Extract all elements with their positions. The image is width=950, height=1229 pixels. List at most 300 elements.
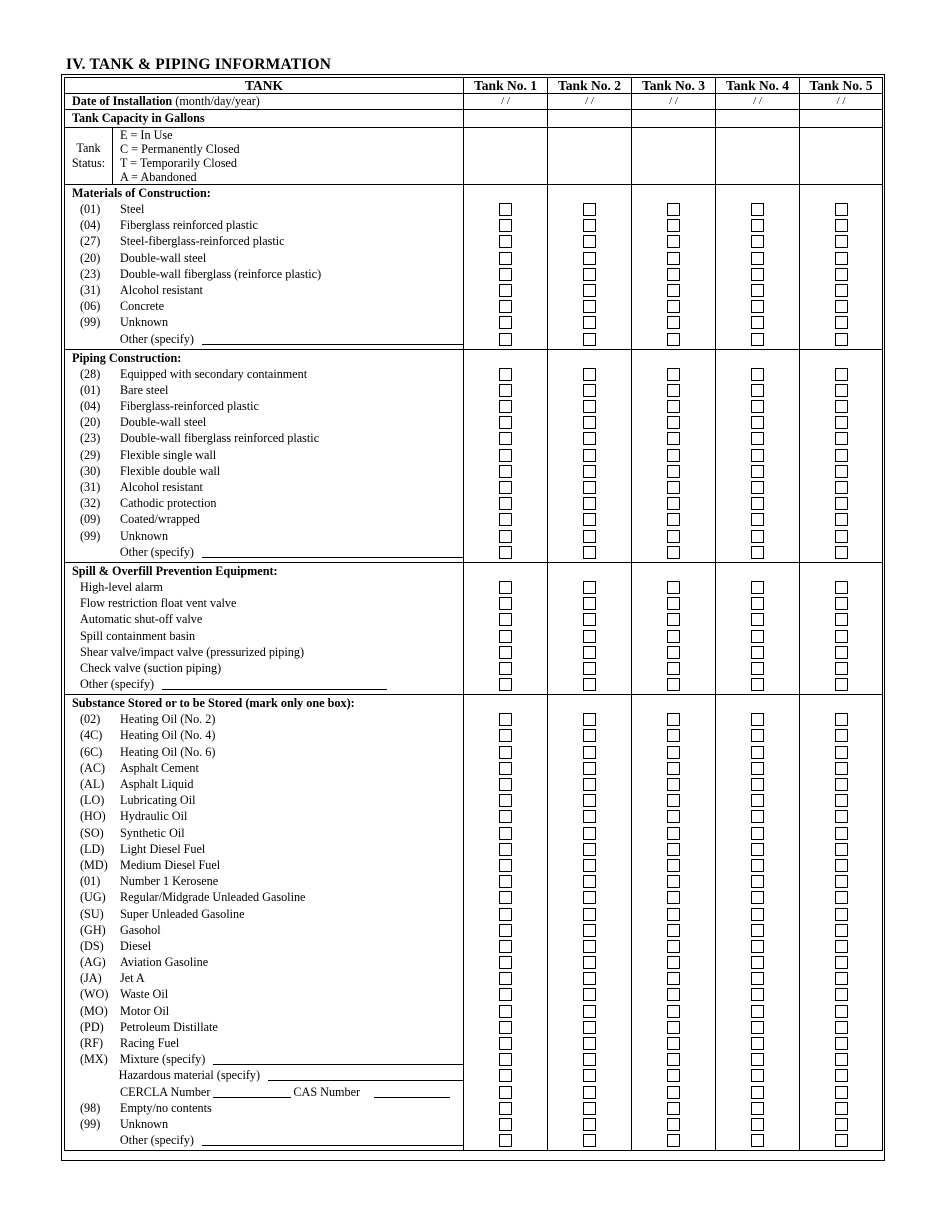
piping-checkbox[interactable] [751,465,764,478]
substance-checkbox[interactable] [835,794,848,807]
date-installation-input[interactable]: / / [464,94,548,110]
substance-checkbox[interactable] [835,827,848,840]
substance-checkbox[interactable] [835,713,848,726]
materials-checkbox[interactable] [583,284,596,297]
piping-checkbox[interactable] [835,384,848,397]
substance-checkbox[interactable] [835,746,848,759]
substance-checkbox[interactable] [583,729,596,742]
spill-checkbox[interactable] [835,662,848,675]
materials-checkbox[interactable] [667,300,680,313]
substance-checkbox[interactable] [499,859,512,872]
materials-checkbox[interactable] [751,316,764,329]
spill-checkbox[interactable] [583,662,596,675]
materials-checkbox[interactable] [583,235,596,248]
materials-checkbox[interactable] [583,268,596,281]
spill-checkbox[interactable] [835,646,848,659]
materials-checkbox[interactable] [751,300,764,313]
spill-checkbox[interactable] [751,678,764,691]
materials-checkbox[interactable] [667,284,680,297]
substance-checkbox[interactable] [583,827,596,840]
substance-checkbox[interactable] [667,956,680,969]
piping-checkbox[interactable] [499,530,512,543]
date-installation-input[interactable]: / / [632,94,716,110]
materials-checkbox[interactable] [835,252,848,265]
tank-capacity-input[interactable] [632,110,716,128]
substance-checkbox[interactable] [667,746,680,759]
piping-checkbox[interactable] [751,530,764,543]
specify-field[interactable] [213,1053,463,1065]
piping-checkbox[interactable] [583,432,596,445]
substance-checkbox[interactable] [751,940,764,953]
materials-checkbox[interactable] [499,333,512,346]
substance-checkbox[interactable] [583,778,596,791]
piping-checkbox[interactable] [667,449,680,462]
substance-checkbox[interactable] [667,778,680,791]
piping-checkbox[interactable] [499,384,512,397]
substance-checkbox[interactable] [835,1134,848,1147]
spill-checkbox[interactable] [499,613,512,626]
substance-checkbox[interactable] [667,875,680,888]
spill-checkbox[interactable] [751,646,764,659]
substance-checkbox[interactable] [835,988,848,1001]
piping-checkbox[interactable] [583,465,596,478]
substance-checkbox[interactable] [835,778,848,791]
materials-checkbox[interactable] [499,235,512,248]
piping-checkbox[interactable] [499,481,512,494]
piping-checkbox[interactable] [835,368,848,381]
piping-checkbox[interactable] [835,530,848,543]
piping-checkbox[interactable] [499,400,512,413]
substance-checkbox[interactable] [583,746,596,759]
substance-checkbox[interactable] [835,972,848,985]
materials-checkbox[interactable] [499,219,512,232]
piping-checkbox[interactable] [499,368,512,381]
substance-checkbox[interactable] [835,1102,848,1115]
materials-checkbox[interactable] [667,252,680,265]
substance-checkbox[interactable] [835,810,848,823]
substance-checkbox[interactable] [751,713,764,726]
materials-checkbox[interactable] [835,316,848,329]
substance-checkbox[interactable] [667,1118,680,1131]
substance-checkbox[interactable] [499,1037,512,1050]
piping-checkbox[interactable] [667,384,680,397]
tank-capacity-input[interactable] [464,110,548,128]
substance-checkbox[interactable] [835,1005,848,1018]
substance-checkbox[interactable] [751,778,764,791]
materials-checkbox[interactable] [583,300,596,313]
materials-checkbox[interactable] [751,235,764,248]
piping-checkbox[interactable] [667,530,680,543]
piping-checkbox[interactable] [751,432,764,445]
piping-checkbox[interactable] [835,513,848,526]
materials-checkbox[interactable] [751,219,764,232]
materials-checkbox[interactable] [499,300,512,313]
substance-checkbox[interactable] [583,891,596,904]
substance-checkbox[interactable] [835,956,848,969]
piping-checkbox[interactable] [583,497,596,510]
substance-checkbox[interactable] [751,924,764,937]
substance-checkbox[interactable] [499,972,512,985]
substance-checkbox[interactable] [835,940,848,953]
piping-checkbox[interactable] [667,432,680,445]
substance-checkbox[interactable] [835,924,848,937]
spill-checkbox[interactable] [499,581,512,594]
substance-checkbox[interactable] [835,843,848,856]
substance-checkbox[interactable] [667,1102,680,1115]
piping-checkbox[interactable] [667,416,680,429]
piping-checkbox[interactable] [583,481,596,494]
substance-checkbox[interactable] [499,1118,512,1131]
spill-checkbox[interactable] [583,646,596,659]
cas-number-field[interactable] [374,1086,450,1098]
materials-checkbox[interactable] [583,219,596,232]
materials-checkbox[interactable] [751,333,764,346]
substance-checkbox[interactable] [499,1069,512,1082]
materials-checkbox[interactable] [667,235,680,248]
substance-checkbox[interactable] [667,972,680,985]
materials-checkbox[interactable] [835,284,848,297]
specify-field[interactable] [202,546,463,558]
piping-checkbox[interactable] [751,368,764,381]
tank-status-input[interactable] [632,128,716,185]
tank-status-input[interactable] [464,128,548,185]
materials-checkbox[interactable] [583,203,596,216]
piping-checkbox[interactable] [667,368,680,381]
substance-checkbox[interactable] [499,1102,512,1115]
piping-checkbox[interactable] [751,497,764,510]
materials-checkbox[interactable] [583,316,596,329]
substance-checkbox[interactable] [583,762,596,775]
substance-checkbox[interactable] [667,859,680,872]
materials-checkbox[interactable] [835,203,848,216]
piping-checkbox[interactable] [583,546,596,559]
spill-checkbox[interactable] [583,597,596,610]
substance-checkbox[interactable] [583,1102,596,1115]
substance-checkbox[interactable] [667,988,680,1001]
substance-checkbox[interactable] [835,875,848,888]
materials-checkbox[interactable] [835,333,848,346]
materials-checkbox[interactable] [751,252,764,265]
substance-checkbox[interactable] [583,1037,596,1050]
substance-checkbox[interactable] [751,794,764,807]
materials-checkbox[interactable] [499,316,512,329]
substance-checkbox[interactable] [751,762,764,775]
substance-checkbox[interactable] [667,762,680,775]
piping-checkbox[interactable] [667,400,680,413]
substance-checkbox[interactable] [499,794,512,807]
materials-checkbox[interactable] [499,284,512,297]
substance-checkbox[interactable] [499,1021,512,1034]
substance-checkbox[interactable] [751,810,764,823]
substance-checkbox[interactable] [751,875,764,888]
substance-checkbox[interactable] [667,1053,680,1066]
piping-checkbox[interactable] [751,546,764,559]
spill-checkbox[interactable] [667,630,680,643]
spill-checkbox[interactable] [667,662,680,675]
piping-checkbox[interactable] [835,465,848,478]
substance-checkbox[interactable] [835,1053,848,1066]
substance-checkbox[interactable] [751,1102,764,1115]
substance-checkbox[interactable] [751,746,764,759]
piping-checkbox[interactable] [583,384,596,397]
piping-checkbox[interactable] [583,530,596,543]
tank-capacity-input[interactable] [800,110,883,128]
substance-checkbox[interactable] [667,1069,680,1082]
substance-checkbox[interactable] [751,1005,764,1018]
spill-checkbox[interactable] [751,613,764,626]
substance-checkbox[interactable] [751,1069,764,1082]
materials-checkbox[interactable] [835,235,848,248]
substance-checkbox[interactable] [835,908,848,921]
piping-checkbox[interactable] [835,449,848,462]
piping-checkbox[interactable] [499,546,512,559]
substance-checkbox[interactable] [583,794,596,807]
piping-checkbox[interactable] [499,465,512,478]
materials-checkbox[interactable] [667,268,680,281]
piping-checkbox[interactable] [667,481,680,494]
substance-checkbox[interactable] [499,778,512,791]
piping-checkbox[interactable] [667,546,680,559]
piping-checkbox[interactable] [751,449,764,462]
tank-status-input[interactable] [548,128,632,185]
materials-checkbox[interactable] [499,268,512,281]
substance-checkbox[interactable] [667,1005,680,1018]
substance-checkbox[interactable] [751,1021,764,1034]
spill-checkbox[interactable] [667,597,680,610]
substance-checkbox[interactable] [583,1118,596,1131]
piping-checkbox[interactable] [583,400,596,413]
substance-checkbox[interactable] [583,713,596,726]
piping-checkbox[interactable] [667,513,680,526]
materials-checkbox[interactable] [667,219,680,232]
substance-checkbox[interactable] [499,827,512,840]
substance-checkbox[interactable] [751,729,764,742]
substance-checkbox[interactable] [583,988,596,1001]
substance-checkbox[interactable] [667,940,680,953]
specify-field[interactable] [162,678,387,690]
spill-checkbox[interactable] [667,613,680,626]
substance-checkbox[interactable] [583,908,596,921]
substance-checkbox[interactable] [499,746,512,759]
date-installation-input[interactable]: / / [800,94,883,110]
spill-checkbox[interactable] [667,678,680,691]
materials-checkbox[interactable] [499,203,512,216]
materials-checkbox[interactable] [751,268,764,281]
substance-checkbox[interactable] [667,713,680,726]
substance-checkbox[interactable] [583,972,596,985]
substance-checkbox[interactable] [583,924,596,937]
materials-checkbox[interactable] [667,203,680,216]
materials-checkbox[interactable] [835,219,848,232]
piping-checkbox[interactable] [583,449,596,462]
spill-checkbox[interactable] [583,581,596,594]
substance-checkbox[interactable] [583,875,596,888]
substance-checkbox[interactable] [667,924,680,937]
substance-checkbox[interactable] [835,891,848,904]
substance-checkbox[interactable] [583,1069,596,1082]
substance-checkbox[interactable] [499,940,512,953]
materials-checkbox[interactable] [751,203,764,216]
substance-checkbox[interactable] [499,1053,512,1066]
piping-checkbox[interactable] [751,481,764,494]
substance-checkbox[interactable] [835,729,848,742]
substance-checkbox[interactable] [835,859,848,872]
substance-checkbox[interactable] [583,1053,596,1066]
substance-item-code: (SU) [80,906,104,921]
substance-checkbox[interactable] [583,1021,596,1034]
substance-checkbox[interactable] [751,1053,764,1066]
specify-field[interactable] [202,333,463,345]
substance-checkbox[interactable] [667,729,680,742]
materials-checkbox[interactable] [583,333,596,346]
substance-checkbox[interactable] [751,843,764,856]
substance-checkbox[interactable] [667,1037,680,1050]
substance-checkbox[interactable] [499,1086,512,1099]
tank-status-input[interactable] [716,128,800,185]
substance-checkbox[interactable] [751,1086,764,1099]
piping-checkbox[interactable] [499,513,512,526]
piping-checkbox[interactable] [835,546,848,559]
piping-checkbox[interactable] [751,400,764,413]
substance-checkbox[interactable] [499,1134,512,1147]
substance-checkbox[interactable] [583,810,596,823]
spill-checkbox[interactable] [583,630,596,643]
substance-checkbox[interactable] [583,1134,596,1147]
piping-checkbox[interactable] [835,497,848,510]
substance-checkbox[interactable] [667,843,680,856]
materials-checkbox[interactable] [667,316,680,329]
substance-checkbox[interactable] [835,1021,848,1034]
date-installation-input[interactable]: / / [548,94,632,110]
substance-checkbox[interactable] [667,794,680,807]
tank-capacity-input[interactable] [548,110,632,128]
spill-checkbox[interactable] [751,662,764,675]
substance-checkbox[interactable] [499,729,512,742]
substance-checkbox[interactable] [499,713,512,726]
substance-checkbox[interactable] [751,972,764,985]
spill-checkbox[interactable] [499,630,512,643]
spill-checkbox[interactable] [499,597,512,610]
materials-checkbox[interactable] [667,333,680,346]
substance-checkbox[interactable] [751,827,764,840]
materials-checkbox[interactable] [835,268,848,281]
spill-checkbox[interactable] [499,678,512,691]
substance-checkbox[interactable] [667,891,680,904]
spill-checkbox[interactable] [751,581,764,594]
substance-checkbox[interactable] [667,1021,680,1034]
substance-checkbox[interactable] [751,891,764,904]
tank-status-input[interactable] [800,128,883,185]
substance-checkbox[interactable] [583,859,596,872]
substance-checkbox[interactable] [583,1086,596,1099]
specify-field[interactable] [268,1069,463,1081]
spill-checkbox[interactable] [499,662,512,675]
substance-checkbox[interactable] [835,1037,848,1050]
spill-checkbox[interactable] [835,581,848,594]
piping-checkbox[interactable] [835,432,848,445]
spill-checkbox[interactable] [835,630,848,643]
substance-checkbox[interactable] [499,956,512,969]
substance-checkbox[interactable] [499,843,512,856]
substance-checkbox[interactable] [583,843,596,856]
substance-checkbox[interactable] [499,891,512,904]
spill-checkbox[interactable] [499,646,512,659]
materials-checkbox[interactable] [751,284,764,297]
substance-checkbox[interactable] [667,1134,680,1147]
piping-checkbox[interactable] [667,465,680,478]
substance-checkbox[interactable] [499,988,512,1001]
substance-checkbox[interactable] [583,940,596,953]
piping-checkbox[interactable] [583,368,596,381]
tank-capacity-input[interactable] [716,110,800,128]
substance-checkbox[interactable] [751,1134,764,1147]
substance-checkbox[interactable] [499,908,512,921]
spill-checkbox[interactable] [835,597,848,610]
substance-checkbox[interactable] [835,762,848,775]
substance-item-code: (RF) [80,1036,104,1050]
piping-checkbox[interactable] [835,416,848,429]
substance-checkbox[interactable] [751,908,764,921]
substance-checkbox[interactable] [835,1069,848,1082]
piping-checkbox[interactable] [499,497,512,510]
cercla-number-field[interactable] [213,1086,291,1098]
spill-checkbox[interactable] [751,597,764,610]
piping-checkbox[interactable] [499,416,512,429]
date-installation-input[interactable]: / / [716,94,800,110]
spill-checkbox[interactable] [583,678,596,691]
substance-checkbox[interactable] [499,875,512,888]
substance-checkbox[interactable] [499,1005,512,1018]
substance-checkbox[interactable] [667,810,680,823]
piping-checkbox[interactable] [667,497,680,510]
substance-checkbox[interactable] [751,1037,764,1050]
materials-checkbox[interactable] [835,300,848,313]
materials-checkbox[interactable] [583,252,596,265]
substance-checkbox[interactable] [667,1086,680,1099]
substance-checkbox[interactable] [499,810,512,823]
substance-checkbox[interactable] [751,956,764,969]
spill-checkbox[interactable] [583,613,596,626]
substance-checkbox[interactable] [751,1118,764,1131]
piping-checkbox[interactable] [499,449,512,462]
substance-checkbox[interactable] [583,956,596,969]
piping-checkbox[interactable] [583,513,596,526]
piping-checkbox[interactable] [499,432,512,445]
materials-checkbox[interactable] [499,252,512,265]
substance-checkbox[interactable] [751,859,764,872]
substance-checkbox[interactable] [667,827,680,840]
spill-checkbox[interactable] [667,646,680,659]
substance-checkbox[interactable] [835,1086,848,1099]
piping-checkbox[interactable] [751,384,764,397]
substance-checkbox[interactable] [583,1005,596,1018]
substance-checkbox[interactable] [499,762,512,775]
substance-checkbox[interactable] [835,1118,848,1131]
piping-checkbox[interactable] [835,481,848,494]
piping-checkbox[interactable] [751,416,764,429]
piping-checkbox[interactable] [751,513,764,526]
spill-checkbox[interactable] [835,613,848,626]
piping-checkbox[interactable] [835,400,848,413]
spill-checkbox[interactable] [751,630,764,643]
specify-field[interactable] [202,1134,463,1146]
substance-checkbox[interactable] [751,988,764,1001]
substance-checkbox[interactable] [499,924,512,937]
spill-checkbox[interactable] [835,678,848,691]
piping-checkbox[interactable] [583,416,596,429]
spill-checkbox[interactable] [667,581,680,594]
substance-checkbox[interactable] [667,908,680,921]
